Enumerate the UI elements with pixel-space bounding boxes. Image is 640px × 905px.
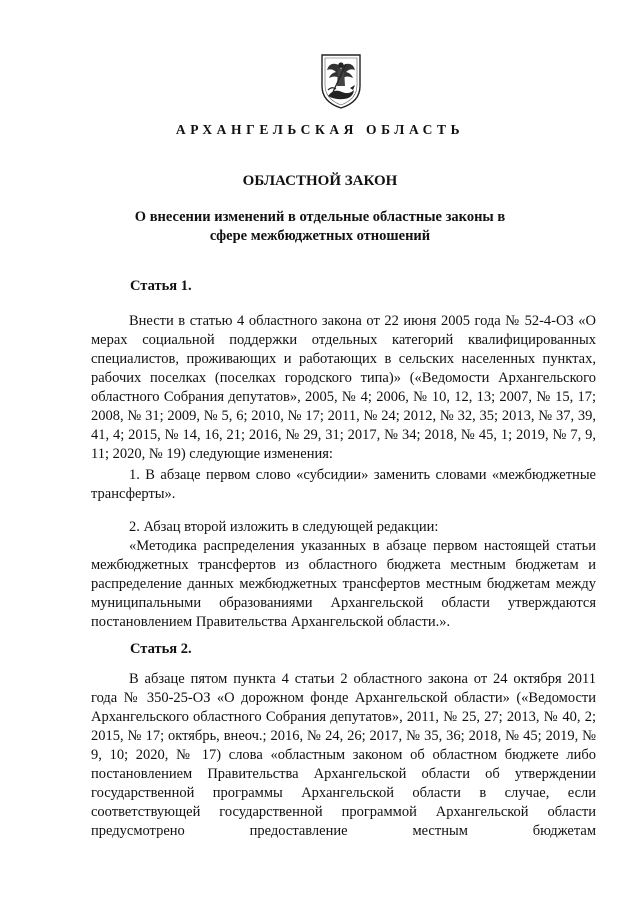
article-2-heading: Статья 2. [130, 641, 192, 657]
law-title: О внесении изменений в отдельные областные законы в сфере межбюджетных отношений [134, 209, 506, 244]
article-1-item-2-quote: «Методика распределения указанных в абзаце первом настоящей статьи межбюджетных трансфертов из областного бюджета местным бюджетам и распределение данных межбюджетных трансфертов местным бюджетам между муниципальными образованиями Архангельской области утверждаются постановлением Правительства Архангельской области.». [91, 538, 596, 630]
article-1-item-1: 1. В абзаце первом слово «субсидии» заменить словами «межбюджетные трансферты». [91, 467, 596, 502]
article-1-heading: Статья 1. [130, 278, 192, 294]
article-2-text: В абзаце пятом пункта 4 статьи 2 областного закона от 24 октября 2011 года № 350-25-ОЗ «О дорожном фонде Архангельской области» («Ведомости Архангельского областного Собрания депутатов», 2011, № 25, 27; 2013, № 40, 2; 2015, № 17; октябрь, внеоч.; 2016, № 24, 26; 2017, № 35, 36; 2018, № 45; 2019, № 9, 10; 2020, № 17) слова «областным законом об областном бюджете либо постановлением Правительства Архангельской области об утверждении государственной программы Архангельской области в случае, если соответствующей государственной программой Архангельской области предусмотрено предоставление местным бюджетам [91, 671, 596, 839]
article-1-intro: Внести в статью 4 областного закона от 22 июня 2005 года № 52-4-ОЗ «О мерах социальной поддержки отдельных категорий квалифицированных специалистов, проживающих и работающих в сельских населенных пунктах, рабочих поселках (поселках городского типа)» («Ведомости Архангельского областного Собрания депутатов», 2005, № 4; 2006, № 10, 12, 13; 2007, № 15, 17; 2008, № 31; 2009, № 5, 6; 2010, № 17; 2011, № 24; 2012, № 32, 35; 2013, № 37, 39, 41, 4; 2015, № 14, 16, 21; 2016, № 29, 31; 2017, № 34; 2018, № 45, 1; 2019, № 7, 9, 11; 2020, № 19) следующие изменения: [91, 313, 596, 462]
law-type: ОБЛАСТНОЙ ЗАКОН [242, 173, 398, 189]
region-name: АРХАНГЕЛЬСКАЯ ОБЛАСТЬ [175, 122, 465, 137]
arkhangelsk-coat-of-arms-icon [316, 52, 366, 110]
article-1-item-2-intro: 2. Абзац второй изложить в следующей редакции: [129, 519, 439, 535]
